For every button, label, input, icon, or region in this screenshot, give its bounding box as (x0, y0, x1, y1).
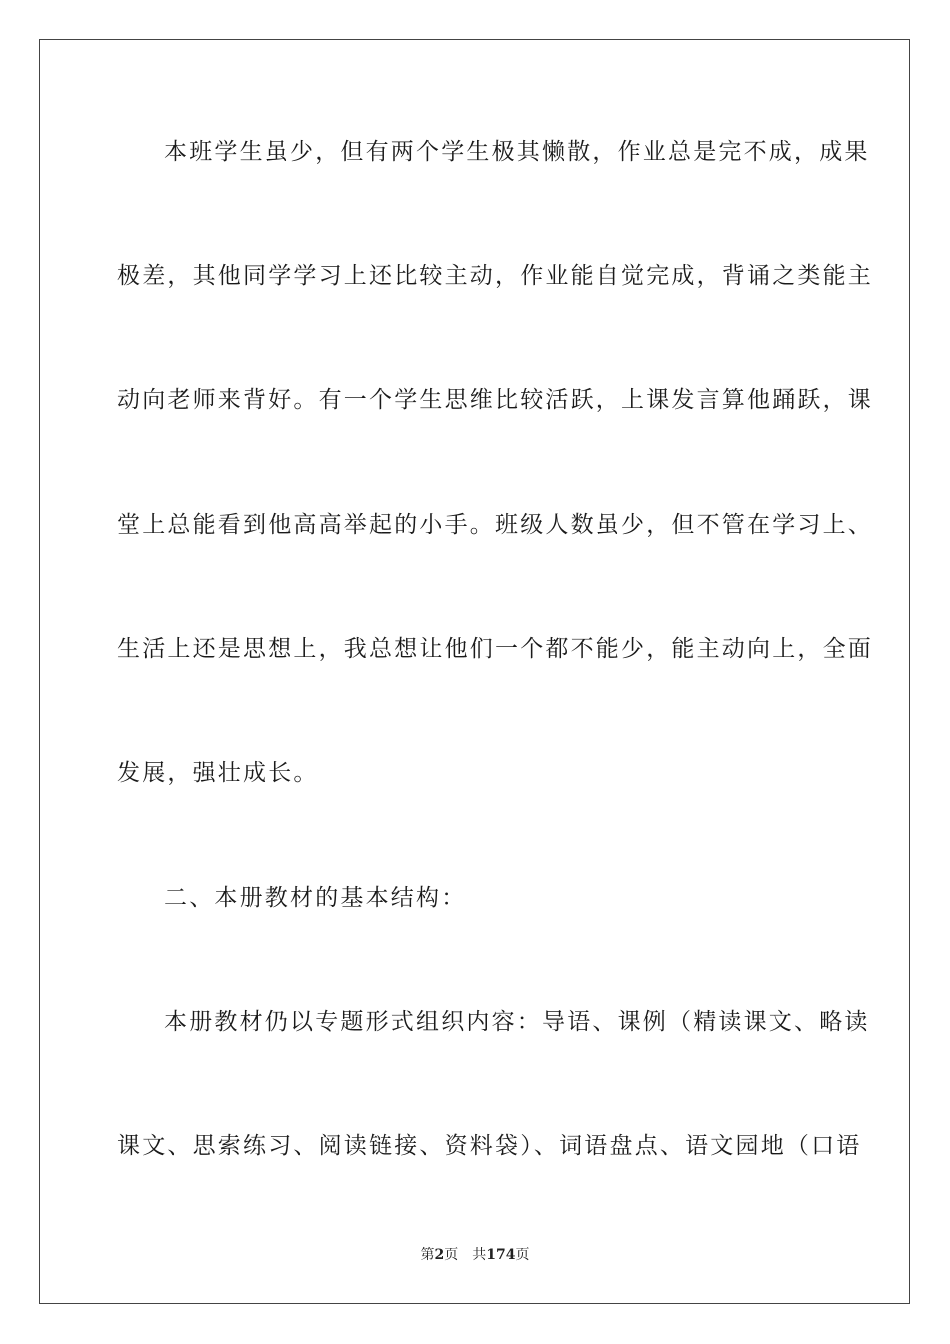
body-line-6: 发展，强壮成长。 (117, 760, 319, 786)
section-heading: 二、本册教材的基本结构： (164, 885, 467, 911)
page-footer (0, 1246, 950, 1264)
page-suffix: 页 (515, 1247, 530, 1263)
body-line-8: 本册教材仍以专题形式组织内容：导语、课例（精读课文、略读 (164, 1009, 870, 1035)
body-line-1: 本班学生虽少，但有两个学生极其懒散，作业总是完不成，成果 (164, 139, 870, 165)
page-total-number: 174 (486, 1247, 516, 1263)
page-prefix: 第 (420, 1247, 435, 1263)
body-line-9: 课文、思索练习、阅读链接、资料袋）、词语盘点、语文园地（口语 (117, 1133, 862, 1159)
body-line-4: 堂上总能看到他高高举起的小手。班级人数虽少，但不管在学习上、 (117, 512, 873, 538)
body-line-3: 动向老师来背好。有一个学生思维比较活跃，上课发言算他踊跃，课 (117, 387, 873, 413)
page-mid: 页 共 (444, 1247, 487, 1263)
body-line-2: 极差，其他同学学习上还比较主动，作业能自觉完成，背诵之类能主 (117, 263, 873, 289)
page-current-number: 2 (434, 1247, 445, 1263)
body-line-5: 生活上还是思想上，我总想让他们一个都不能少，能主动向上，全面 (117, 636, 873, 662)
page-border (39, 39, 910, 1304)
